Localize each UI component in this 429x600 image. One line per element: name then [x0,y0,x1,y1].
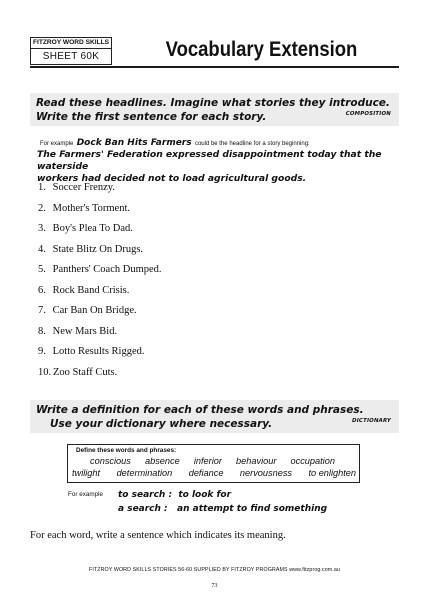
list-item: 3. Boy's Plea To Dad. [38,223,133,234]
dictionary-instructions [30,400,399,433]
instruction-line: Read these headlines. Imagine what stories they introduce. [36,97,390,109]
list-item: 8. New Mars Bid. [38,325,118,337]
example-sentence [37,149,397,185]
vocab-word: twilight [72,468,101,478]
list-item: 1. Soccer Frenzy. [38,182,115,193]
vocab-word: defiance [188,468,224,478]
definition-box-label: Define these words and phrases: [76,447,177,454]
word-row [90,456,335,466]
example-prefix: For example [40,141,74,147]
example-headline: Dock Ban Hits Farmers [76,138,192,148]
example-sentence-line: The Farmers' Federation expressed disappointment today that the waterside [37,149,382,172]
page-number: 73 [211,583,218,589]
list-item: 6. Rock Band Crisis. [38,284,130,296]
final-instruction: For each word, write a sentence which indicates its meaning. [30,530,286,541]
instruction-line: Write the first sentence for each story. [36,111,267,123]
instruction-line: Use your dictionary where necessary. [50,418,273,430]
headline-list [38,182,378,387]
list-item: 9. Lotto Results Rigged. [38,346,145,357]
page-footer: FITZROY WORD SKILLS STORIES 56-60 SUPPLIED BY FITZROY PROGRAMS www.fitzprog.com.au [89,567,340,573]
vocab-word: conscious [90,456,131,466]
page-title: Vocabulary Extension [165,38,358,61]
example-sentence-line: workers had decided not to load agricultural goods. [37,173,307,184]
vocab-word: nervousness [239,468,293,478]
series-label: FITZROY WORD SKILLS [31,38,111,49]
sheet-header-box [30,37,112,65]
definition-example: to search : to look for [118,490,232,500]
example-suffix: could be the headline for a story beginning: [194,141,310,147]
list-item: 10. Zoo Staff Cuts. [38,366,118,378]
list-item: 4. State Blitz On Drugs. [38,243,144,255]
vocab-word: determination [116,468,173,478]
definition-example: a search : an attempt to find something [118,504,328,514]
vocab-word: behaviour [236,456,277,466]
header-divider [30,66,399,68]
list-item: 5. Panthers' Coach Dumped. [38,264,162,275]
vocab-word: to enlighten [308,468,356,478]
definition-example-prefix: For example [68,491,103,498]
instruction-line: Write a definition for each of these words and phrases. [36,404,364,416]
composition-instructions [30,93,399,126]
vocab-word: occupation [290,456,335,466]
word-row [72,468,356,478]
list-item: 2. Mother's Torment. [38,202,130,214]
list-item: 7. Car Ban On Bridge. [38,305,137,316]
dictionary-tag: DICTIONARY [352,418,391,424]
example-intro [40,138,400,149]
composition-tag: COMPOSITION [345,111,391,117]
vocab-word: absence [144,456,180,466]
vocab-word: inferior [193,456,222,466]
definition-word-box [67,444,360,483]
sheet-number: SHEET 60K [42,51,100,62]
